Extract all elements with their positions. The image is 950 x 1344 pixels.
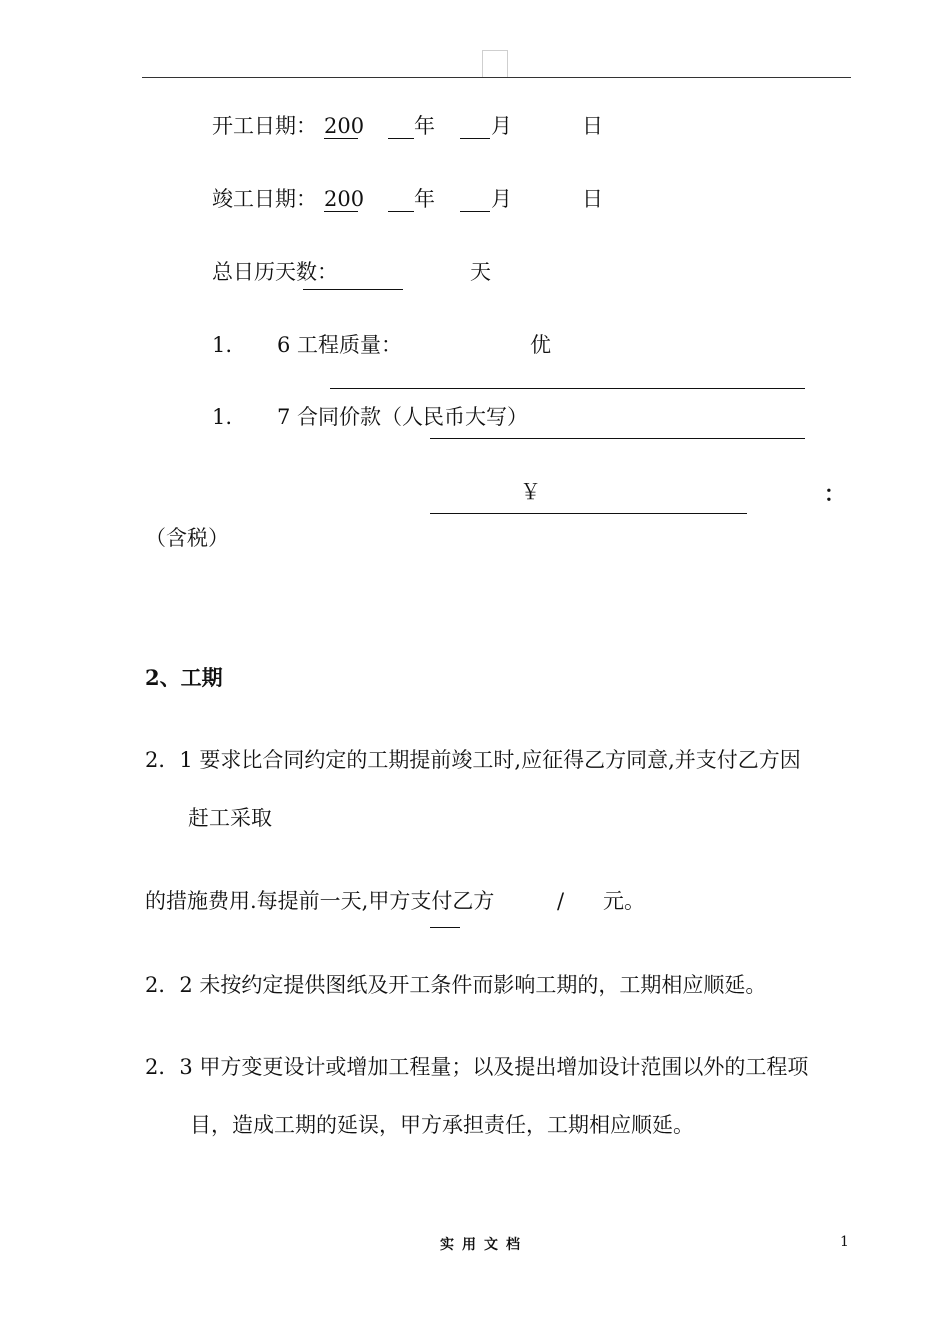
end-year-unit: 年 xyxy=(414,187,435,211)
footer-label: 实用文档 xyxy=(440,1237,528,1253)
item-1-7-label: 7 合同价款（人民币大写） xyxy=(277,405,529,429)
header-tab-marker xyxy=(482,50,508,77)
quality-underline xyxy=(330,388,805,389)
end-date-label: 竣工日期： xyxy=(212,187,317,211)
daily-bonus-amount: / xyxy=(557,889,565,913)
end-day-unit: 日 xyxy=(582,187,603,211)
end-date-year-prefix: 200 xyxy=(324,187,365,211)
total-days-label: 总日历天数： xyxy=(212,260,338,284)
start-month-unit: 月 xyxy=(491,114,512,138)
start-year-blank xyxy=(388,138,414,139)
item-1-7-number: 1. xyxy=(212,405,233,429)
start-month-blank xyxy=(460,138,490,139)
end-year-blank xyxy=(388,211,414,212)
start-year-unit: 年 xyxy=(414,114,435,138)
price-figure-underline xyxy=(430,513,747,514)
days-unit: 天 xyxy=(470,260,491,284)
clause-2-1-line-3: 的措施费用.每提前一天,甲方支付乙方 xyxy=(145,889,495,913)
price-words-underline xyxy=(430,438,805,439)
end-year-prefix-underline xyxy=(324,211,358,212)
clause-2-3-line-1: 2．3 甲方变更设计或增加工程量；以及提出增加设计范围以外的工程项 xyxy=(145,1055,809,1079)
quality-value: 优 xyxy=(530,333,551,357)
page-number: 1 xyxy=(840,1234,849,1250)
end-month-unit: 月 xyxy=(491,187,512,211)
clause-2-1-unit: 元。 xyxy=(603,889,645,913)
clause-2-1-line-2: 赶工采取 xyxy=(188,806,272,830)
total-days-blank xyxy=(303,289,403,290)
tax-note: （含税） xyxy=(145,526,229,550)
start-date-label: 开工日期： xyxy=(212,114,317,138)
daily-bonus-underline xyxy=(430,927,460,928)
header-rule xyxy=(142,77,851,78)
start-day-unit: 日 xyxy=(582,114,603,138)
start-date-year-prefix: 200 xyxy=(324,114,365,138)
item-1-6-number: 1. xyxy=(212,333,233,357)
yen-symbol: ￥ xyxy=(520,480,541,504)
start-year-prefix-underline xyxy=(324,138,358,139)
section-2-title: 2、工期 xyxy=(145,665,223,690)
price-colon: ： xyxy=(824,481,845,506)
end-month-blank xyxy=(460,211,490,212)
item-1-6-label: 6 工程质量： xyxy=(277,333,403,357)
clause-2-2: 2．2 未按约定提供图纸及开工条件而影响工期的，工期相应顺延。 xyxy=(145,973,767,997)
clause-2-3-line-2: 目，造成工期的延误，甲方承担责任，工期相应顺延。 xyxy=(190,1113,694,1137)
clause-2-1-line-1: 2．1 要求比合同约定的工期提前竣工时,应征得乙方同意,并支付乙方因 xyxy=(145,748,801,772)
